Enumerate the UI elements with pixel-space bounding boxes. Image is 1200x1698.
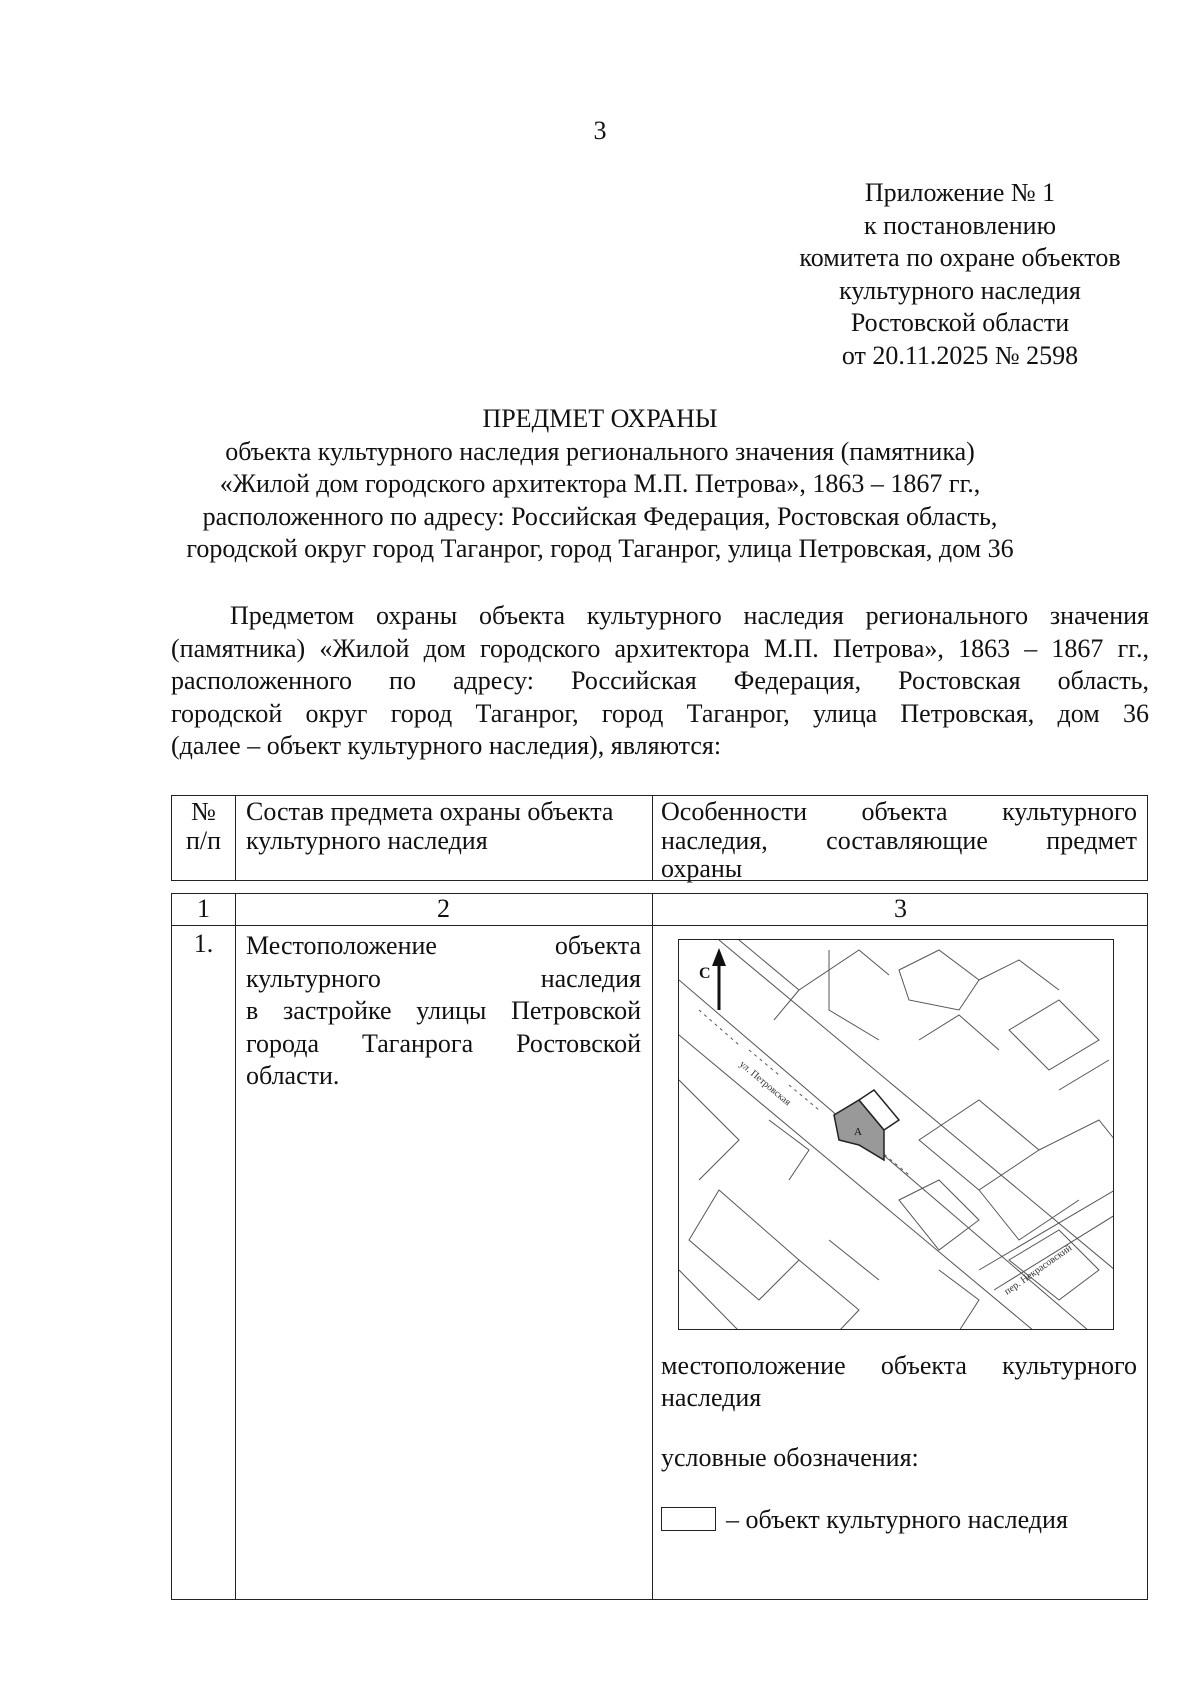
object-label: А xyxy=(854,1126,862,1138)
column-number: 3 xyxy=(894,894,907,923)
column-divider xyxy=(652,796,653,880)
header-text: Состав предмета охраны объекта xyxy=(246,797,614,826)
caption-line: местоположение объекта культурного xyxy=(661,1351,1137,1380)
caption-line: наследия xyxy=(661,1383,762,1412)
column-number: 2 xyxy=(437,894,450,923)
heading-line: объекта культурного наследия регионального значения (памятника) xyxy=(225,436,975,466)
north-arrow-head-icon xyxy=(712,948,726,966)
appendix-line: к постановлению xyxy=(863,210,1057,240)
composition-line: культурного наследия xyxy=(246,963,641,993)
header-text: Особенности объекта культурного xyxy=(661,797,1137,826)
header-text: культурного наследия xyxy=(246,825,488,855)
heading-line: городской округ город Таганрог, город Таганрог, улица Петровская, дом 36 xyxy=(186,534,1014,564)
composition-line: города Таганрога Ростовской xyxy=(246,1028,641,1058)
legend-text: – объект культурного наследия xyxy=(726,1505,1068,1534)
intro-paragraph xyxy=(171,600,1149,763)
header-number xyxy=(172,798,235,855)
intro-line: расположенного по адресу: Российская Федерация, Ростовская область, xyxy=(171,666,1149,696)
north-label: С xyxy=(699,965,711,982)
column-divider xyxy=(235,796,236,880)
legend-title: условные обозначения: xyxy=(661,1443,919,1472)
composition-line: Местоположение объекта xyxy=(246,931,641,960)
appendix-line: Приложение № 1 xyxy=(864,178,1056,207)
appendix-line: культурного наследия xyxy=(839,275,1081,305)
map-caption xyxy=(661,1350,1137,1414)
header-text: наследия, составляющие предмет xyxy=(661,825,1137,855)
legend-item xyxy=(661,1506,1137,1535)
column-divider xyxy=(652,894,653,1599)
header-features xyxy=(661,798,1137,884)
document-title: ПРЕДМЕТ ОХРАНЫ xyxy=(482,404,718,433)
street-label: ул. Петровская xyxy=(737,1058,793,1109)
map-drawing xyxy=(679,940,1114,1330)
header-text: № xyxy=(191,797,216,826)
appendix-block xyxy=(760,177,1160,372)
appendix-line: Ростовской области xyxy=(850,308,1070,337)
header-text: п/п xyxy=(185,825,222,855)
row-number: 1. xyxy=(193,929,214,958)
column-number: 1 xyxy=(197,894,210,923)
appendix-line: от 20.11.2025 № 2598 xyxy=(841,340,1079,370)
table-body xyxy=(171,893,1148,1600)
composition-line: в застройке улицы Петровской xyxy=(246,996,641,1025)
table-header xyxy=(171,795,1148,881)
intro-line: городской округ город Таганрог, город Таганрог, улица Петровская, дом 36 xyxy=(171,698,1149,728)
intro-line: (далее – объект культурного наследия), являются: xyxy=(171,731,722,761)
header-composition xyxy=(246,798,646,855)
row-divider xyxy=(172,925,1147,926)
street-label: пер. Некрасовский xyxy=(1002,1242,1075,1298)
header-text: охраны xyxy=(661,854,743,883)
heading-line: «Жилой дом городского архитектора М.П. Петрова», 1863 – 1867 гг., xyxy=(219,469,981,499)
column-divider xyxy=(235,894,236,1599)
page-number: 3 xyxy=(593,116,607,145)
composition-cell xyxy=(246,930,641,1093)
heading-line: расположенного по адресу: Российская Федерация, Ростовская область, xyxy=(202,501,998,531)
location-map xyxy=(678,939,1114,1330)
document-heading xyxy=(150,403,1050,566)
composition-line: области. xyxy=(246,1061,340,1090)
intro-line: (памятника) «Жилой дом городского архитектора М.П. Петрова», 1863 – 1867 гг., xyxy=(171,633,1149,663)
appendix-line: комитета по охране объектов xyxy=(799,243,1121,272)
legend-box-icon xyxy=(661,1507,716,1531)
intro-line: Предметом охраны объекта культурного наследия регионального значения xyxy=(230,601,1149,630)
